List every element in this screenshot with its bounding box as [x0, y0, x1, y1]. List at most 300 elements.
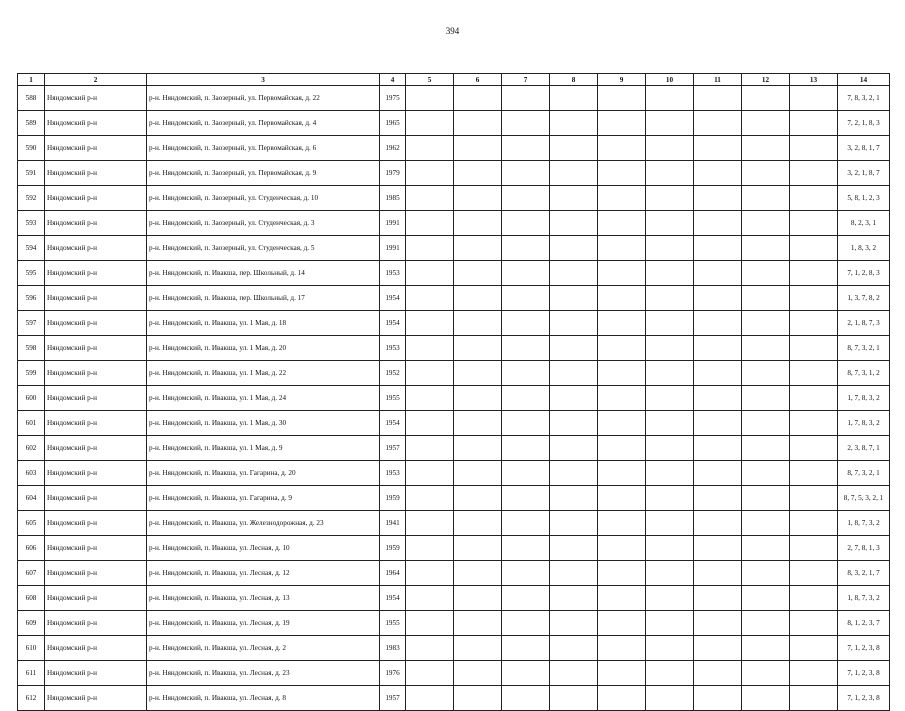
- table-body: [18, 86, 890, 711]
- code-cell: 7, 1, 2, 3, 8: [838, 636, 890, 661]
- address-cell: р-н. Няндомский, п. Ивакша, ул. Лесная, д. 19: [147, 611, 380, 636]
- empty-cell-col-8: [550, 336, 598, 361]
- empty-cell-col-10: [646, 636, 694, 661]
- empty-cell-col-10: [646, 236, 694, 261]
- empty-cell-col-12: [742, 136, 790, 161]
- empty-cell-col-8: [550, 561, 598, 586]
- address-cell: р-н. Няндомский, п. Ивакша, ул. Гагарина, д. 20: [147, 461, 380, 486]
- district-cell: Няндомский р-н: [45, 511, 147, 536]
- empty-cell-col-7: [502, 186, 550, 211]
- district-cell: Няндомский р-н: [45, 361, 147, 386]
- empty-cell-col-13: [790, 311, 838, 336]
- year-cell: 1991: [380, 236, 406, 261]
- address-cell: р-н. Няндомский, п. Ивакша, ул. Лесная, д. 23: [147, 661, 380, 686]
- code-cell: 1, 3, 7, 8, 2: [838, 286, 890, 311]
- table-row: [18, 361, 890, 386]
- empty-cell-col-11: [694, 386, 742, 411]
- empty-cell-col-6: [454, 336, 502, 361]
- table-row: [18, 611, 890, 636]
- district-cell: Няндомский р-н: [45, 536, 147, 561]
- empty-cell-col-5: [406, 111, 454, 136]
- table-row: [18, 461, 890, 486]
- address-cell: р-н. Няндомский, п. Ивакша, ул. 1 Мая, д. 20: [147, 336, 380, 361]
- address-cell: р-н. Няндомский, п. Ивакша, ул. 1 Мая, д. 18: [147, 311, 380, 336]
- code-cell: 2, 1, 8, 7, 3: [838, 311, 890, 336]
- row-number: 612: [18, 686, 45, 711]
- empty-cell-col-12: [742, 461, 790, 486]
- address-cell: р-н. Няндомский, п. Ивакша, ул. Гагарина, д. 9: [147, 486, 380, 511]
- empty-cell-col-13: [790, 111, 838, 136]
- empty-cell-col-10: [646, 186, 694, 211]
- empty-cell-col-9: [598, 111, 646, 136]
- empty-cell-col-12: [742, 386, 790, 411]
- empty-cell-col-9: [598, 161, 646, 186]
- district-cell: Няндомский р-н: [45, 211, 147, 236]
- empty-cell-col-5: [406, 136, 454, 161]
- row-number: 607: [18, 561, 45, 586]
- empty-cell-col-10: [646, 661, 694, 686]
- row-number: 606: [18, 536, 45, 561]
- empty-cell-col-5: [406, 236, 454, 261]
- district-cell: Няндомский р-н: [45, 486, 147, 511]
- empty-cell-col-13: [790, 236, 838, 261]
- empty-cell-col-13: [790, 461, 838, 486]
- table-row: [18, 311, 890, 336]
- empty-cell-col-13: [790, 411, 838, 436]
- empty-cell-col-8: [550, 211, 598, 236]
- empty-cell-col-9: [598, 636, 646, 661]
- empty-cell-col-12: [742, 686, 790, 711]
- district-cell: Няндомский р-н: [45, 161, 147, 186]
- empty-cell-col-13: [790, 136, 838, 161]
- empty-cell-col-11: [694, 361, 742, 386]
- empty-cell-col-9: [598, 536, 646, 561]
- empty-cell-col-11: [694, 511, 742, 536]
- empty-cell-col-5: [406, 661, 454, 686]
- empty-cell-col-8: [550, 411, 598, 436]
- empty-cell-col-13: [790, 511, 838, 536]
- empty-cell-col-12: [742, 636, 790, 661]
- row-number: 608: [18, 586, 45, 611]
- address-cell: р-н. Няндомский, п. Ивакша, ул. Железнодорожная, д. 23: [147, 511, 380, 536]
- empty-cell-col-11: [694, 411, 742, 436]
- table-row: [18, 86, 890, 111]
- year-cell: 1985: [380, 186, 406, 211]
- code-cell: 7, 1, 2, 8, 3: [838, 261, 890, 286]
- header-row: [18, 74, 890, 86]
- code-cell: 1, 8, 7, 3, 2: [838, 511, 890, 536]
- year-cell: 1991: [380, 211, 406, 236]
- empty-cell-col-10: [646, 311, 694, 336]
- empty-cell-col-7: [502, 586, 550, 611]
- empty-cell-col-6: [454, 186, 502, 211]
- district-cell: Няндомский р-н: [45, 86, 147, 111]
- housing-register-table: [17, 73, 890, 711]
- empty-cell-col-11: [694, 461, 742, 486]
- empty-cell-col-13: [790, 686, 838, 711]
- district-cell: Няндомский р-н: [45, 236, 147, 261]
- table-row: [18, 236, 890, 261]
- empty-cell-col-5: [406, 486, 454, 511]
- year-cell: 1959: [380, 536, 406, 561]
- district-cell: Няндомский р-н: [45, 261, 147, 286]
- year-cell: 1955: [380, 611, 406, 636]
- empty-cell-col-5: [406, 586, 454, 611]
- district-cell: Няндомский р-н: [45, 286, 147, 311]
- empty-cell-col-8: [550, 86, 598, 111]
- address-cell: р-н. Няндомский, п. Ивакша, ул. Лесная, д. 13: [147, 586, 380, 611]
- empty-cell-col-5: [406, 386, 454, 411]
- code-cell: 8, 3, 2, 1, 7: [838, 561, 890, 586]
- empty-cell-col-11: [694, 161, 742, 186]
- empty-cell-col-6: [454, 586, 502, 611]
- year-cell: 1954: [380, 286, 406, 311]
- empty-cell-col-6: [454, 661, 502, 686]
- table-row: [18, 511, 890, 536]
- empty-cell-col-9: [598, 586, 646, 611]
- table-row: [18, 286, 890, 311]
- row-number: 594: [18, 236, 45, 261]
- year-cell: 1957: [380, 436, 406, 461]
- empty-cell-col-12: [742, 286, 790, 311]
- district-cell: Няндомский р-н: [45, 586, 147, 611]
- empty-cell-col-11: [694, 536, 742, 561]
- empty-cell-col-5: [406, 411, 454, 436]
- row-number: 598: [18, 336, 45, 361]
- empty-cell-col-7: [502, 611, 550, 636]
- empty-cell-col-11: [694, 261, 742, 286]
- empty-cell-col-10: [646, 211, 694, 236]
- empty-cell-col-9: [598, 86, 646, 111]
- empty-cell-col-8: [550, 286, 598, 311]
- table-row: [18, 436, 890, 461]
- empty-cell-col-5: [406, 511, 454, 536]
- empty-cell-col-7: [502, 686, 550, 711]
- empty-cell-col-8: [550, 436, 598, 461]
- empty-cell-col-9: [598, 436, 646, 461]
- empty-cell-col-12: [742, 211, 790, 236]
- code-cell: 8, 2, 3, 1: [838, 211, 890, 236]
- empty-cell-col-11: [694, 286, 742, 311]
- empty-cell-col-10: [646, 511, 694, 536]
- district-cell: Няндомский р-н: [45, 411, 147, 436]
- empty-cell-col-6: [454, 411, 502, 436]
- empty-cell-col-6: [454, 136, 502, 161]
- row-number: 589: [18, 111, 45, 136]
- code-cell: 3, 2, 8, 1, 7: [838, 136, 890, 161]
- empty-cell-col-7: [502, 261, 550, 286]
- empty-cell-col-13: [790, 386, 838, 411]
- row-number: 593: [18, 211, 45, 236]
- empty-cell-col-5: [406, 561, 454, 586]
- year-cell: 1954: [380, 411, 406, 436]
- code-cell: 8, 7, 5, 3, 2, 1: [838, 486, 890, 511]
- address-cell: р-н. Няндомский, п. Ивакша, пер. Школьный, д. 14: [147, 261, 380, 286]
- empty-cell-col-8: [550, 311, 598, 336]
- year-cell: 1976: [380, 661, 406, 686]
- empty-cell-col-11: [694, 111, 742, 136]
- empty-cell-col-7: [502, 286, 550, 311]
- empty-cell-col-7: [502, 386, 550, 411]
- empty-cell-col-5: [406, 186, 454, 211]
- row-number: 602: [18, 436, 45, 461]
- empty-cell-col-10: [646, 686, 694, 711]
- empty-cell-col-12: [742, 561, 790, 586]
- empty-cell-col-12: [742, 486, 790, 511]
- empty-cell-col-9: [598, 461, 646, 486]
- empty-cell-col-9: [598, 336, 646, 361]
- empty-cell-col-7: [502, 411, 550, 436]
- code-cell: 1, 8, 7, 3, 2: [838, 586, 890, 611]
- empty-cell-col-7: [502, 461, 550, 486]
- district-cell: Няндомский р-н: [45, 661, 147, 686]
- address-cell: р-н. Няндомский, п. Ивакша, ул. 1 Мая, д. 30: [147, 411, 380, 436]
- empty-cell-col-8: [550, 111, 598, 136]
- empty-cell-col-10: [646, 261, 694, 286]
- empty-cell-col-13: [790, 661, 838, 686]
- row-number: 611: [18, 661, 45, 686]
- address-cell: р-н. Няндомский, п. Ивакша, ул. 1 Мая, д. 24: [147, 386, 380, 411]
- address-cell: р-н. Няндомский, п. Заозерный, ул. Первомайская, д. 22: [147, 86, 380, 111]
- empty-cell-col-7: [502, 561, 550, 586]
- empty-cell-col-13: [790, 211, 838, 236]
- address-cell: р-н. Няндомский, п. Заозерный, ул. Первомайская, д. 4: [147, 111, 380, 136]
- empty-cell-col-10: [646, 161, 694, 186]
- empty-cell-col-6: [454, 211, 502, 236]
- empty-cell-col-10: [646, 361, 694, 386]
- year-cell: 1952: [380, 361, 406, 386]
- empty-cell-col-6: [454, 686, 502, 711]
- empty-cell-col-7: [502, 86, 550, 111]
- empty-cell-col-5: [406, 686, 454, 711]
- empty-cell-col-10: [646, 611, 694, 636]
- row-number: 590: [18, 136, 45, 161]
- column-header-6: 6: [454, 74, 502, 86]
- empty-cell-col-11: [694, 136, 742, 161]
- empty-cell-col-8: [550, 136, 598, 161]
- table-row: [18, 261, 890, 286]
- empty-cell-col-9: [598, 561, 646, 586]
- empty-cell-col-6: [454, 611, 502, 636]
- empty-cell-col-5: [406, 536, 454, 561]
- empty-cell-col-8: [550, 386, 598, 411]
- row-number: 609: [18, 611, 45, 636]
- empty-cell-col-6: [454, 461, 502, 486]
- empty-cell-col-6: [454, 536, 502, 561]
- table-row: [18, 336, 890, 361]
- empty-cell-col-11: [694, 586, 742, 611]
- empty-cell-col-12: [742, 436, 790, 461]
- empty-cell-col-7: [502, 111, 550, 136]
- empty-cell-col-7: [502, 136, 550, 161]
- empty-cell-col-8: [550, 486, 598, 511]
- row-number: 592: [18, 186, 45, 211]
- empty-cell-col-11: [694, 611, 742, 636]
- empty-cell-col-13: [790, 286, 838, 311]
- table-row: [18, 186, 890, 211]
- year-cell: 1955: [380, 386, 406, 411]
- empty-cell-col-10: [646, 536, 694, 561]
- district-cell: Няндомский р-н: [45, 136, 147, 161]
- column-header-1: 1: [18, 74, 45, 86]
- empty-cell-col-10: [646, 86, 694, 111]
- empty-cell-col-11: [694, 636, 742, 661]
- empty-cell-col-13: [790, 361, 838, 386]
- empty-cell-col-9: [598, 211, 646, 236]
- empty-cell-col-12: [742, 86, 790, 111]
- empty-cell-col-13: [790, 86, 838, 111]
- district-cell: Няндомский р-н: [45, 461, 147, 486]
- code-cell: 7, 8, 3, 2, 1: [838, 86, 890, 111]
- empty-cell-col-12: [742, 236, 790, 261]
- column-header-7: 7: [502, 74, 550, 86]
- empty-cell-col-13: [790, 261, 838, 286]
- code-cell: 5, 8, 1, 2, 3: [838, 186, 890, 211]
- empty-cell-col-12: [742, 361, 790, 386]
- empty-cell-col-5: [406, 336, 454, 361]
- row-number: 597: [18, 311, 45, 336]
- empty-cell-col-5: [406, 461, 454, 486]
- row-number: 595: [18, 261, 45, 286]
- empty-cell-col-12: [742, 511, 790, 536]
- code-cell: 7, 2, 1, 8, 3: [838, 111, 890, 136]
- empty-cell-col-7: [502, 636, 550, 661]
- empty-cell-col-9: [598, 411, 646, 436]
- code-cell: 3, 2, 1, 8, 7: [838, 161, 890, 186]
- table-row: [18, 111, 890, 136]
- empty-cell-col-7: [502, 436, 550, 461]
- empty-cell-col-9: [598, 611, 646, 636]
- empty-cell-col-8: [550, 611, 598, 636]
- empty-cell-col-12: [742, 611, 790, 636]
- table-row: [18, 536, 890, 561]
- address-cell: р-н. Няндомский, п. Заозерный, ул. Студенческая, д. 5: [147, 236, 380, 261]
- empty-cell-col-10: [646, 436, 694, 461]
- row-number: 605: [18, 511, 45, 536]
- empty-cell-col-9: [598, 311, 646, 336]
- empty-cell-col-8: [550, 636, 598, 661]
- empty-cell-col-7: [502, 511, 550, 536]
- empty-cell-col-5: [406, 211, 454, 236]
- address-cell: р-н. Няндомский, п. Заозерный, ул. Студенческая, д. 10: [147, 186, 380, 211]
- empty-cell-col-5: [406, 311, 454, 336]
- address-cell: р-н. Няндомский, п. Заозерный, ул. Первомайская, д. 9: [147, 161, 380, 186]
- table-row: [18, 136, 890, 161]
- district-cell: Няндомский р-н: [45, 436, 147, 461]
- empty-cell-col-7: [502, 336, 550, 361]
- year-cell: 1941: [380, 511, 406, 536]
- empty-cell-col-7: [502, 486, 550, 511]
- empty-cell-col-9: [598, 186, 646, 211]
- empty-cell-col-13: [790, 561, 838, 586]
- empty-cell-col-6: [454, 286, 502, 311]
- empty-cell-col-6: [454, 636, 502, 661]
- empty-cell-col-8: [550, 586, 598, 611]
- empty-cell-col-11: [694, 86, 742, 111]
- empty-cell-col-10: [646, 136, 694, 161]
- empty-cell-col-6: [454, 161, 502, 186]
- empty-cell-col-9: [598, 236, 646, 261]
- column-header-11: 11: [694, 74, 742, 86]
- column-header-14: 14: [838, 74, 890, 86]
- empty-cell-col-9: [598, 511, 646, 536]
- empty-cell-col-6: [454, 236, 502, 261]
- year-cell: 1965: [380, 111, 406, 136]
- empty-cell-col-13: [790, 586, 838, 611]
- empty-cell-col-5: [406, 636, 454, 661]
- year-cell: 1964: [380, 561, 406, 586]
- empty-cell-col-11: [694, 311, 742, 336]
- empty-cell-col-8: [550, 511, 598, 536]
- empty-cell-col-7: [502, 236, 550, 261]
- district-cell: Няндомский р-н: [45, 686, 147, 711]
- empty-cell-col-13: [790, 161, 838, 186]
- empty-cell-col-7: [502, 211, 550, 236]
- column-header-5: 5: [406, 74, 454, 86]
- table-row: [18, 161, 890, 186]
- district-cell: Няндомский р-н: [45, 561, 147, 586]
- year-cell: 1957: [380, 686, 406, 711]
- year-cell: 1953: [380, 261, 406, 286]
- empty-cell-col-13: [790, 186, 838, 211]
- table-row: [18, 411, 890, 436]
- empty-cell-col-13: [790, 486, 838, 511]
- district-cell: Няндомский р-н: [45, 336, 147, 361]
- year-cell: 1953: [380, 461, 406, 486]
- table-row: [18, 386, 890, 411]
- district-cell: Няндомский р-н: [45, 636, 147, 661]
- year-cell: 1959: [380, 486, 406, 511]
- empty-cell-col-10: [646, 336, 694, 361]
- empty-cell-col-12: [742, 411, 790, 436]
- table-row: [18, 686, 890, 711]
- district-cell: Няндомский р-н: [45, 386, 147, 411]
- empty-cell-col-6: [454, 86, 502, 111]
- empty-cell-col-9: [598, 361, 646, 386]
- district-cell: Няндомский р-н: [45, 311, 147, 336]
- empty-cell-col-12: [742, 161, 790, 186]
- code-cell: 7, 1, 2, 3, 8: [838, 661, 890, 686]
- empty-cell-col-12: [742, 586, 790, 611]
- empty-cell-col-10: [646, 286, 694, 311]
- address-cell: р-н. Няндомский, п. Ивакша, ул. Лесная, д. 2: [147, 636, 380, 661]
- empty-cell-col-13: [790, 611, 838, 636]
- year-cell: 1954: [380, 311, 406, 336]
- empty-cell-col-7: [502, 361, 550, 386]
- address-cell: р-н. Няндомский, п. Ивакша, ул. 1 Мая, д. 9: [147, 436, 380, 461]
- year-cell: 1975: [380, 86, 406, 111]
- empty-cell-col-12: [742, 311, 790, 336]
- code-cell: 1, 7, 8, 3, 2: [838, 411, 890, 436]
- code-cell: 7, 1, 2, 3, 8: [838, 686, 890, 711]
- table-row: [18, 586, 890, 611]
- code-cell: 2, 7, 8, 1, 3: [838, 536, 890, 561]
- empty-cell-col-9: [598, 286, 646, 311]
- empty-cell-col-5: [406, 86, 454, 111]
- empty-cell-col-6: [454, 436, 502, 461]
- table-row: [18, 211, 890, 236]
- empty-cell-col-12: [742, 111, 790, 136]
- empty-cell-col-8: [550, 161, 598, 186]
- empty-cell-col-10: [646, 486, 694, 511]
- empty-cell-col-5: [406, 361, 454, 386]
- empty-cell-col-10: [646, 111, 694, 136]
- empty-cell-col-6: [454, 561, 502, 586]
- empty-cell-col-8: [550, 686, 598, 711]
- address-cell: р-н. Няндомский, п. Ивакша, ул. Лесная, д. 12: [147, 561, 380, 586]
- empty-cell-col-10: [646, 411, 694, 436]
- column-header-2: 2: [45, 74, 147, 86]
